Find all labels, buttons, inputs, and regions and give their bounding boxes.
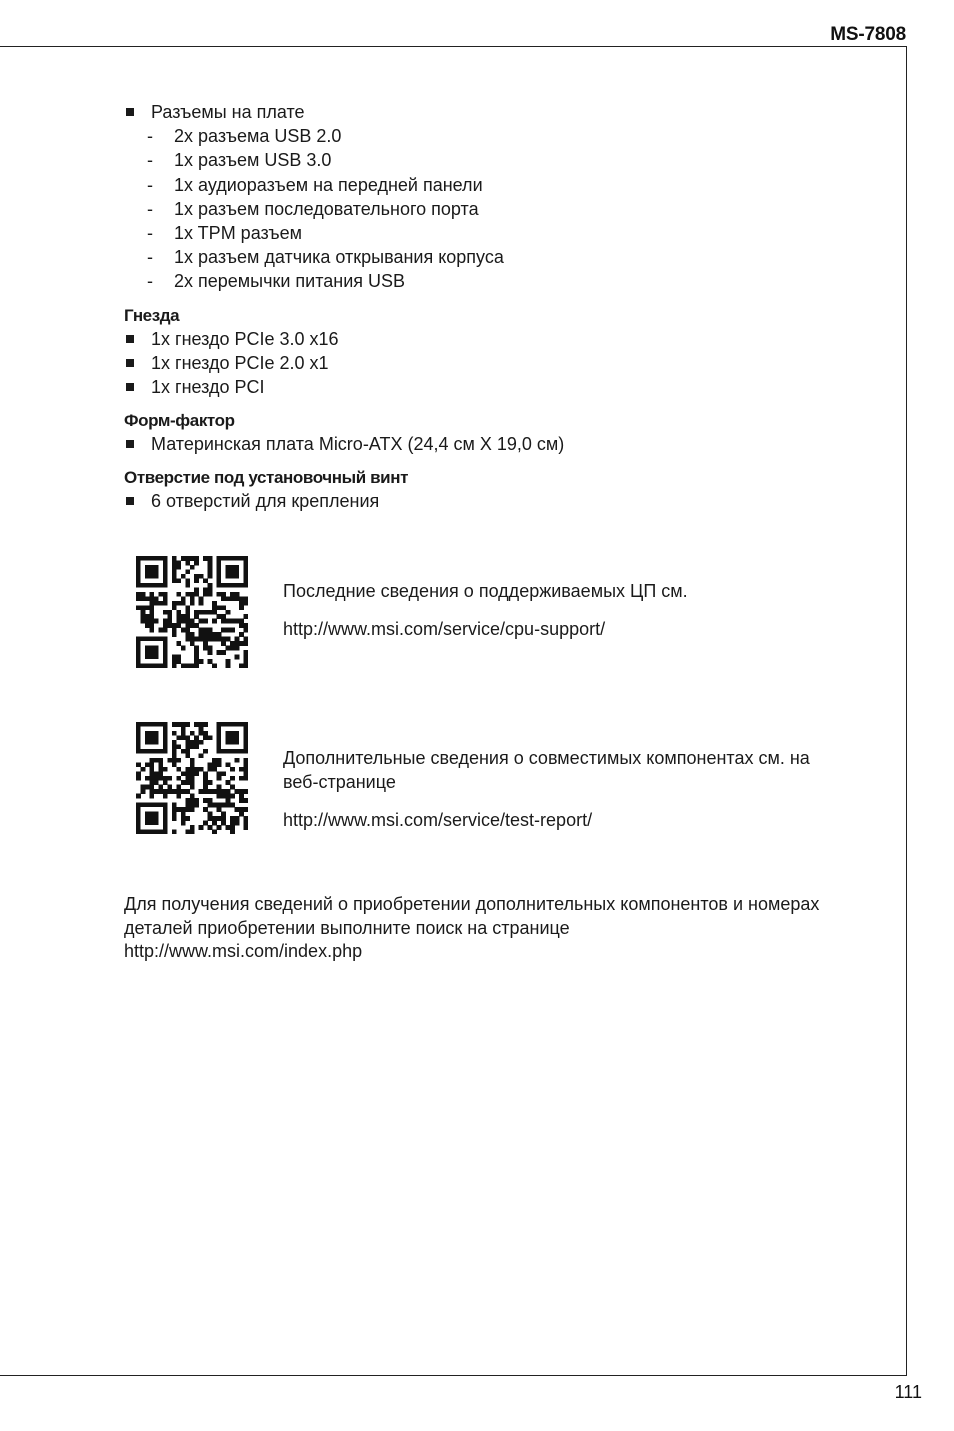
- list-item: - 1x разъем последовательного порта: [147, 197, 844, 221]
- footer-paragraph: [124, 893, 844, 964]
- list-item: - 1x разъем датчика открывания корпуса: [147, 245, 844, 269]
- list-item: - 2x перемычки питания USB: [147, 269, 844, 293]
- page-number: 111: [894, 1382, 922, 1402]
- bottom-rule: [0, 1375, 907, 1376]
- form-factor-heading: Форм-фактор: [124, 411, 235, 431]
- list-item: - 1x разъем USB 3.0: [147, 148, 844, 172]
- list-item: - 1x аудиоразъем на передней панели: [147, 173, 844, 197]
- right-rule: [906, 46, 907, 1376]
- footer-link[interactable]: http://www.msi.com/index.php: [124, 941, 363, 961]
- top-rule: [0, 46, 907, 47]
- footer-text: Для получения сведений о приобретении дополнительных компонентов и номерах деталей приобретении выполните поиск на странице: [124, 894, 820, 938]
- list-item: [124, 100, 844, 294]
- qr-link[interactable]: http://www.msi.com/service/test-report/: [283, 810, 593, 830]
- connectors-list: [124, 100, 844, 294]
- mounting-list: [124, 489, 844, 513]
- spec-content: [124, 100, 844, 514]
- qr-code-icon: [136, 722, 248, 834]
- connectors-sublist: [147, 124, 844, 293]
- list-item: 6 отверстий для крепления: [124, 489, 844, 513]
- slots-list: [124, 327, 844, 400]
- mounting-heading: Отверстие под установочный винт: [124, 468, 408, 488]
- list-item: - 1x TPM разъем: [147, 221, 844, 245]
- connectors-title: Разъемы на плате: [151, 102, 305, 122]
- qr-description: Дополнительные сведения о совместимых компонентах см. на веб-странице: [283, 748, 810, 792]
- model-name: MS-7808: [830, 24, 906, 45]
- list-item: 1x гнездо PCI: [124, 375, 844, 399]
- qr-code-icon: [136, 556, 248, 668]
- list-item: 1x гнездо PCIe 3.0 x16: [124, 327, 844, 351]
- list-item: 1x гнездо PCIe 2.0 x1: [124, 351, 844, 375]
- qr-description: Последние сведения о поддерживаемых ЦП см.: [283, 581, 688, 601]
- list-item: Материнская плата Micro-ATX (24,4 см X 19,0 см): [124, 432, 844, 456]
- qr-link[interactable]: http://www.msi.com/service/cpu-support/: [283, 619, 606, 639]
- slots-heading: Гнезда: [124, 305, 180, 325]
- list-item: - 2x разъема USB 2.0: [147, 124, 844, 148]
- form-factor-list: [124, 432, 844, 456]
